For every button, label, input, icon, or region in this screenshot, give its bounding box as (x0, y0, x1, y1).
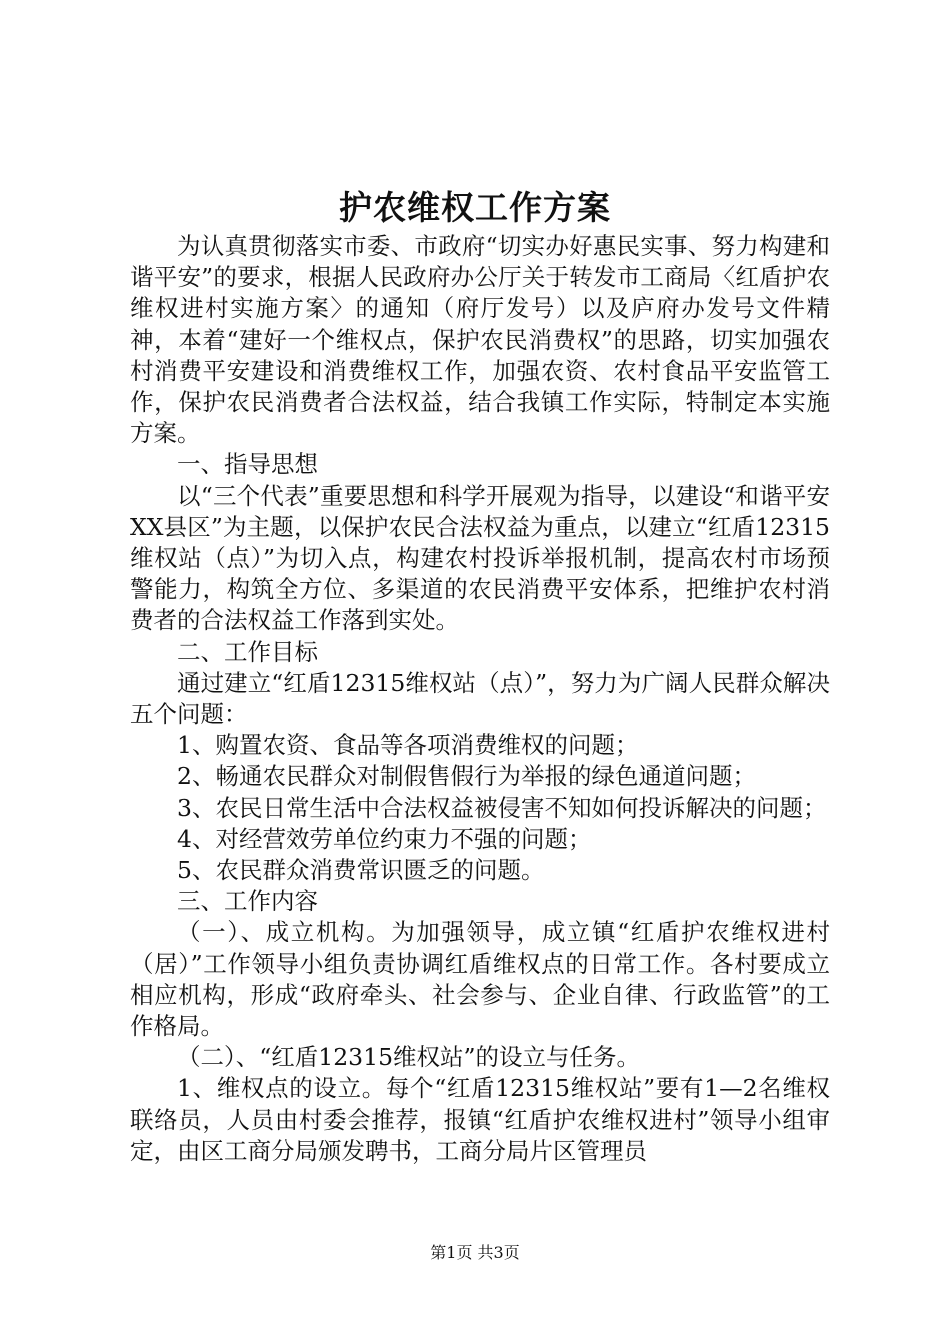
work-goals-paragraph: 通过建立“红盾12315维权站（点）”，努力为广阔人民群众解决五个问题： (130, 668, 830, 729)
document-body (130, 231, 830, 1167)
section-heading-work-content: 三、工作内容 (177, 887, 318, 916)
subsection-heading: （二）、“红盾12315维权站”的设立与任务。 (177, 1043, 641, 1072)
intro-paragraph: 为认真贯彻落实市委、市政府“切实办好惠民实事、努力构建和谐平安”的要求，根据人民政府办公厅关于转发市工商局〈红盾护农维权进村实施方案〉的通知（府厅发号）以及庐府办发号文件精神，本着“建好一个维权点，保护农民消费权”的思路，切实加强农村消费平安建设和消费维权工作，加强农资、农村食品平安监管工作，保护农民消费者合法权益，结合我镇工作实际，特制定本实施方案。 (130, 232, 830, 448)
document-title: 护农维权工作方案 (339, 188, 611, 227)
section-heading-guiding-thought: 一、指导思想 (177, 450, 318, 479)
guiding-thought-paragraph: 以“三个代表”重要思想和科学开展观为指导，以建设“和谐平安XX县区”为主题，以保护农民合法权益为重点，以建立“红盾12315维权站（点）”为切入点，构建农村投诉举报机制，提高农村市场预警能力，构筑全方位、多渠道的农民消费平安体系，把维护农村消费者的合法权益工作落到实处。 (130, 481, 830, 635)
work-content-paragraph: （一）、成立机构。为加强领导，成立镇“红盾护农维权进村（居）”工作领导小组负责协调红盾维权点的日常工作。各村要成立相应机构，形成“政府牵头、社会参与、企业自律、行政监管”的工作格局。 (130, 918, 830, 1041)
goal-item: 1、购置农资、食品等各项消费维权的问题； (177, 731, 639, 760)
work-content-paragraph: 1、维权点的设立。每个“红盾12315维权站”要有1—2名维权联络员，人员由村委会推荐，报镇“红盾护农维权进村”领导小组审定，由区工商分局颁发聘书，工商分局片区管理员 (130, 1074, 830, 1165)
section-heading-work-goals: 二、工作目标 (177, 637, 318, 666)
goal-item: 3、农民日常生活中合法权益被侵害不知如何投诉解决的问题； (177, 793, 827, 822)
goal-item: 5、农民群众消费常识匮乏的问题。 (177, 856, 545, 885)
page-footer: 第1页 共3页 (430, 1243, 520, 1262)
goal-item: 4、对经营效劳单位约束力不强的问题； (177, 824, 592, 853)
goal-item: 2、畅通农民群众对制假售假行为举报的绿色通道问题； (177, 762, 756, 791)
